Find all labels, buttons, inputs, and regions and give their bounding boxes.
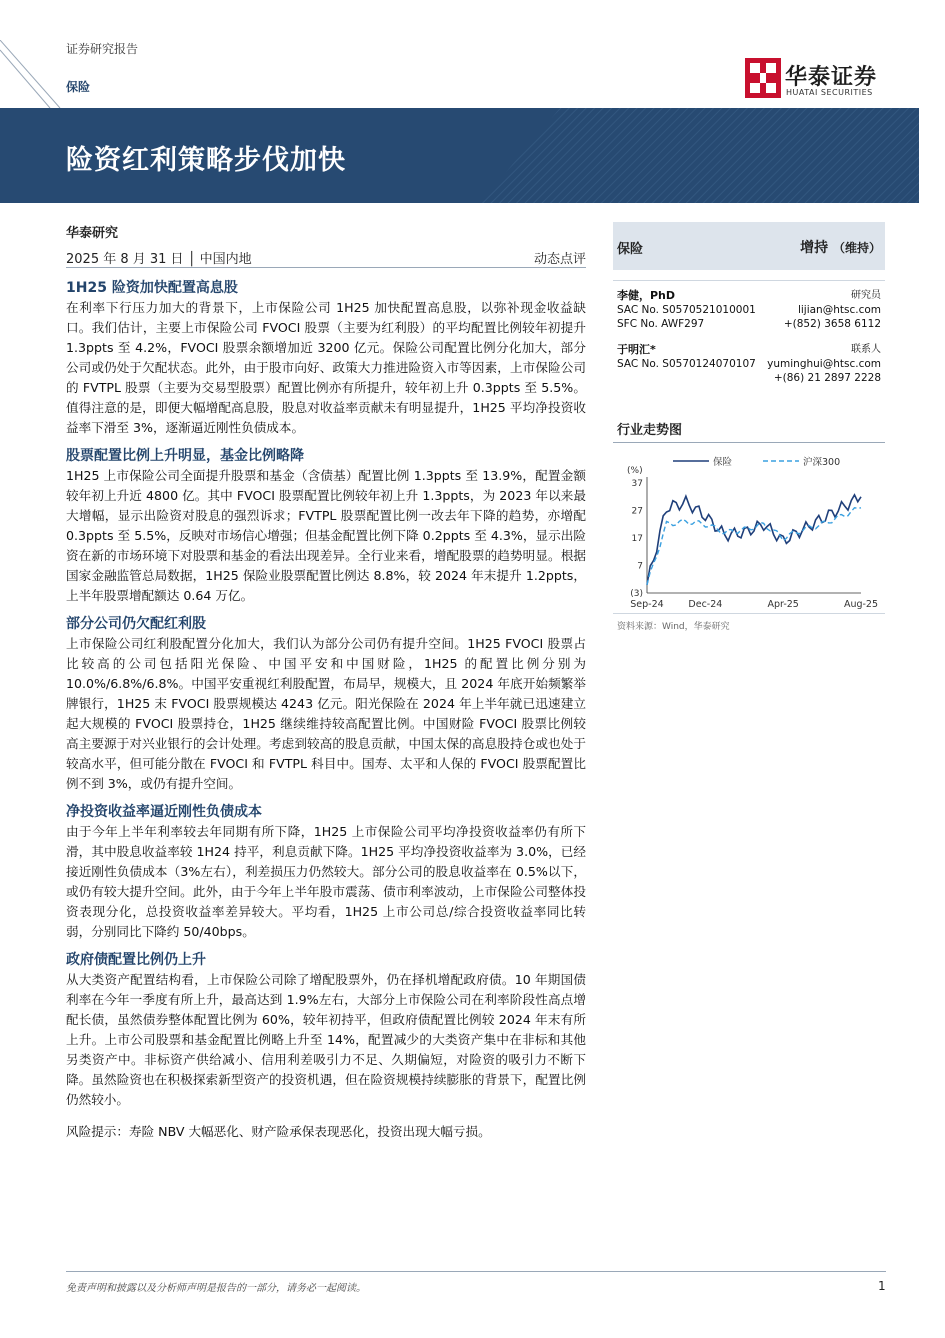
sidebar	[613, 222, 885, 632]
logo-text-en: HUATAI SECURITIES	[786, 88, 873, 97]
series-line-csi300	[647, 508, 861, 585]
title-banner	[0, 108, 919, 203]
risk-warning: 风险提示：寿险 NBV 大幅恶化、财产险承保表现恶化，投资出现大幅亏损。	[66, 1124, 491, 1139]
section-heading: 政府债配置比例仍上升	[66, 952, 206, 968]
section-5	[66, 950, 586, 1110]
industry-label: 保险	[66, 80, 91, 94]
legend-label: 沪深300	[803, 457, 841, 468]
analyst-role: 研究员	[851, 290, 881, 301]
page-number: 1	[878, 1279, 886, 1293]
series-line-insurance	[647, 495, 861, 585]
section-body: 从大类资产配置结构看，上市保险公司除了增配股票外，仍在择机增配政府债。10 年期国债利率在今年一季度有所上升，最高达到 1.9%左右，大部分上市保险公司在利率阶段性高点增配长债，虽然债券整体配置比例为 60%，较年初持平，但政府债配置比例较 2024 年末有所上升。上市公司股票和基金配置比例略上升至 14%，配置减少的大类资产集中在非标和其他另类资产中。非标资产供给减小、信用利差吸引力不足、久期偏短，对险资的吸引力不断下降。虽然险资也在积极探索新型资产的投资机遇，但在险资规模持续膨胀的背景下，配置比例仍然较小。	[66, 972, 586, 1107]
footer-divider	[66, 1271, 886, 1272]
chart-source: 资料来源：Wind，华泰研究	[613, 613, 885, 632]
y-tick-label: 17	[631, 534, 643, 544]
chart-title: 行业走势图	[613, 419, 885, 443]
section-1	[66, 278, 586, 438]
org-name: 华泰研究	[66, 226, 119, 241]
rating-value	[800, 237, 881, 257]
y-tick-label: 37	[631, 479, 643, 489]
y-tick-label: (3)	[630, 589, 643, 599]
analyst-sac: SAC No. S0570521010001	[617, 304, 756, 316]
section-heading: 部分公司仍欠配红利股	[66, 616, 206, 632]
legend-label: 保险	[713, 457, 733, 468]
brand-logo	[745, 58, 895, 100]
analyst-name: 于明汇*	[617, 343, 656, 356]
rating-note: （维持）	[832, 241, 881, 255]
analyst-email[interactable]: yuminghui@htsc.com	[767, 358, 881, 370]
x-tick-label: Apr-25	[767, 599, 799, 610]
analyst-name: 李健，PhD	[617, 289, 676, 302]
analyst-card	[613, 339, 885, 397]
corner-decoration	[0, 40, 70, 110]
date-line	[66, 248, 586, 268]
date-region: 2025 年 8 月 31 日 │ 中国内地	[66, 252, 252, 267]
y-axis-label: (%)	[627, 466, 643, 476]
analyst-email[interactable]: lijian@htsc.com	[797, 304, 881, 316]
section-2	[66, 446, 586, 606]
y-tick-label: 27	[631, 506, 643, 517]
section-3	[66, 614, 586, 794]
section-heading: 1H25 险资加快配置高息股	[66, 280, 238, 296]
analyst-phone: +(86) 21 2897 2228	[773, 372, 881, 384]
rating-box	[613, 222, 885, 270]
section-4	[66, 802, 586, 942]
x-tick-label: Aug-25	[843, 599, 879, 610]
page-title: 险资红利策略步伐加快	[66, 145, 346, 176]
main-content	[66, 222, 586, 1142]
x-tick-label: Dec-24	[688, 599, 723, 610]
section-body: 上市保险公司红利股配置分化加大，我们认为部分公司仍有提升空间。1H25 FVOCI 股票占比较高的公司包括阳光保险、中国平安和中国财险，1H25 的配置比例分别为 10.0%/6.8%/6.8%。中国平安重视红利股配置，布局早，规模大，且 2024 年底开始频繁举牌银行，1H25 末 FVOCI 股票规模达 4243 亿元。阳光保险在 2024 年上半年就已迅速建立起大规模的 FVOCI 股票持仓，1H25 继续维持较高配置比例。中国财险 FVOCI 股票比例较高主要源于对兴业银行的会计处理。考虑到较高的股息贡献，中国太保的高息股持仓或也处于较高水平，但可能分散在 FVOCI 和 FVTPL 科目中。国寿、太平和人保的 FVOCI 股票配置比例不到 3%，或仍有提升空间。	[66, 636, 586, 791]
section-heading: 股票配置比例上升明显，基金比例略降	[66, 448, 304, 464]
trend-chart-svg	[613, 443, 885, 613]
x-tick-label: Sep-24	[630, 599, 664, 610]
analyst-sac: SAC No. S0570124070107	[617, 358, 756, 370]
trend-chart	[613, 443, 885, 613]
analyst-sfc: SFC No. AWF297	[617, 318, 705, 330]
analyst-phone: +(852) 3658 6112	[783, 318, 881, 330]
report-kind: 动态点评	[533, 252, 586, 267]
logo-text-cn: 华泰证券	[785, 65, 878, 90]
footer-disclaimer: 免责声明和披露以及分析师声明是报告的一部分，请务必一起阅读。	[66, 1283, 366, 1294]
y-tick-label: 7	[637, 561, 643, 572]
logo-mark-icon	[745, 58, 781, 98]
analyst-role: 联系人	[851, 344, 881, 355]
section-body: 1H25 上市保险公司全面提升股票和基金（含债基）配置比例 1.3ppts 至 13.9%，配置金额较年初上升近 4800 亿。其中 FVOCI 股票配置比例较年初上升 1.3ppts，为 2023 年以来最大增幅，显示出险资对股息的强烈诉求；FVTPL 股票配置比例一改去年下降的趋势，亦增配 0.3ppts 至 5.5%，反映对市场信心增强；但基金配置比例下降 0.2ppts 至 4.3%，显示出险资在新的市场环境下对股票和基金的看法出现差异。全行业来看，增配股票的趋势明显。根据国家金融监管总局数据，1H25 保险业股票配置比例达 8.8%，较 2024 年末提升 1.2ppts，上半年股票增配额达 0.64 万亿。	[66, 468, 586, 603]
section-body: 在利率下行压力加大的背景下，上市保险公司 1H25 加快配置高息股，以弥补现金收益缺口。我们估计，主要上市保险公司 FVOCI 股票（主要为红利股）的平均配置比例较年初提升 1.3ppts 至 4.2%，FVOCI 股票余额增加近 3200 亿元。保险公司配置比例分化加大，部分公司或仍处于欠配状态。此外，由于股市向好、政策大力推进险资入市等因素，上市保险公司的 FVTPL 股票（主要为交易型股票）配置比例亦有所提升，较年初上升 0.3ppts 至 5.5%。值得注意的是，即便大幅增配高息股，股息对收益率贡献未有明显提升，1H25 平均净投资收益率下滑至 3%，逐渐逼近刚性负债成本。	[66, 300, 586, 435]
analyst-card	[613, 281, 885, 339]
analyst-list	[613, 280, 885, 397]
report-type-label: 证券研究报告	[66, 42, 139, 56]
section-body: 由于今年上半年利率较去年同期有所下降，1H25 上市保险公司平均净投资收益率仍有所下滑，其中股息收益率较 1H24 持平，利息贡献下降。1H25 平均净投资收益率为 3.0%，已经接近刚性负债成本（3%左右），利差损压力仍然较大。部分公司的股息收益率在 0.5%以下，或仍有较大提升空间。此外，由于今年上半年股市震荡、债市利率波动，上市保险公司整体投资表现分化，总投资收益率差异较大。平均看，1H25 上市公司总/综合投资收益率同比转弱，分别同比下降约 50/40bps。	[66, 824, 586, 939]
rating-text: 增持	[800, 240, 829, 256]
section-heading: 净投资收益率逼近刚性负债成本	[66, 804, 262, 820]
rating-industry: 保险	[617, 242, 644, 257]
